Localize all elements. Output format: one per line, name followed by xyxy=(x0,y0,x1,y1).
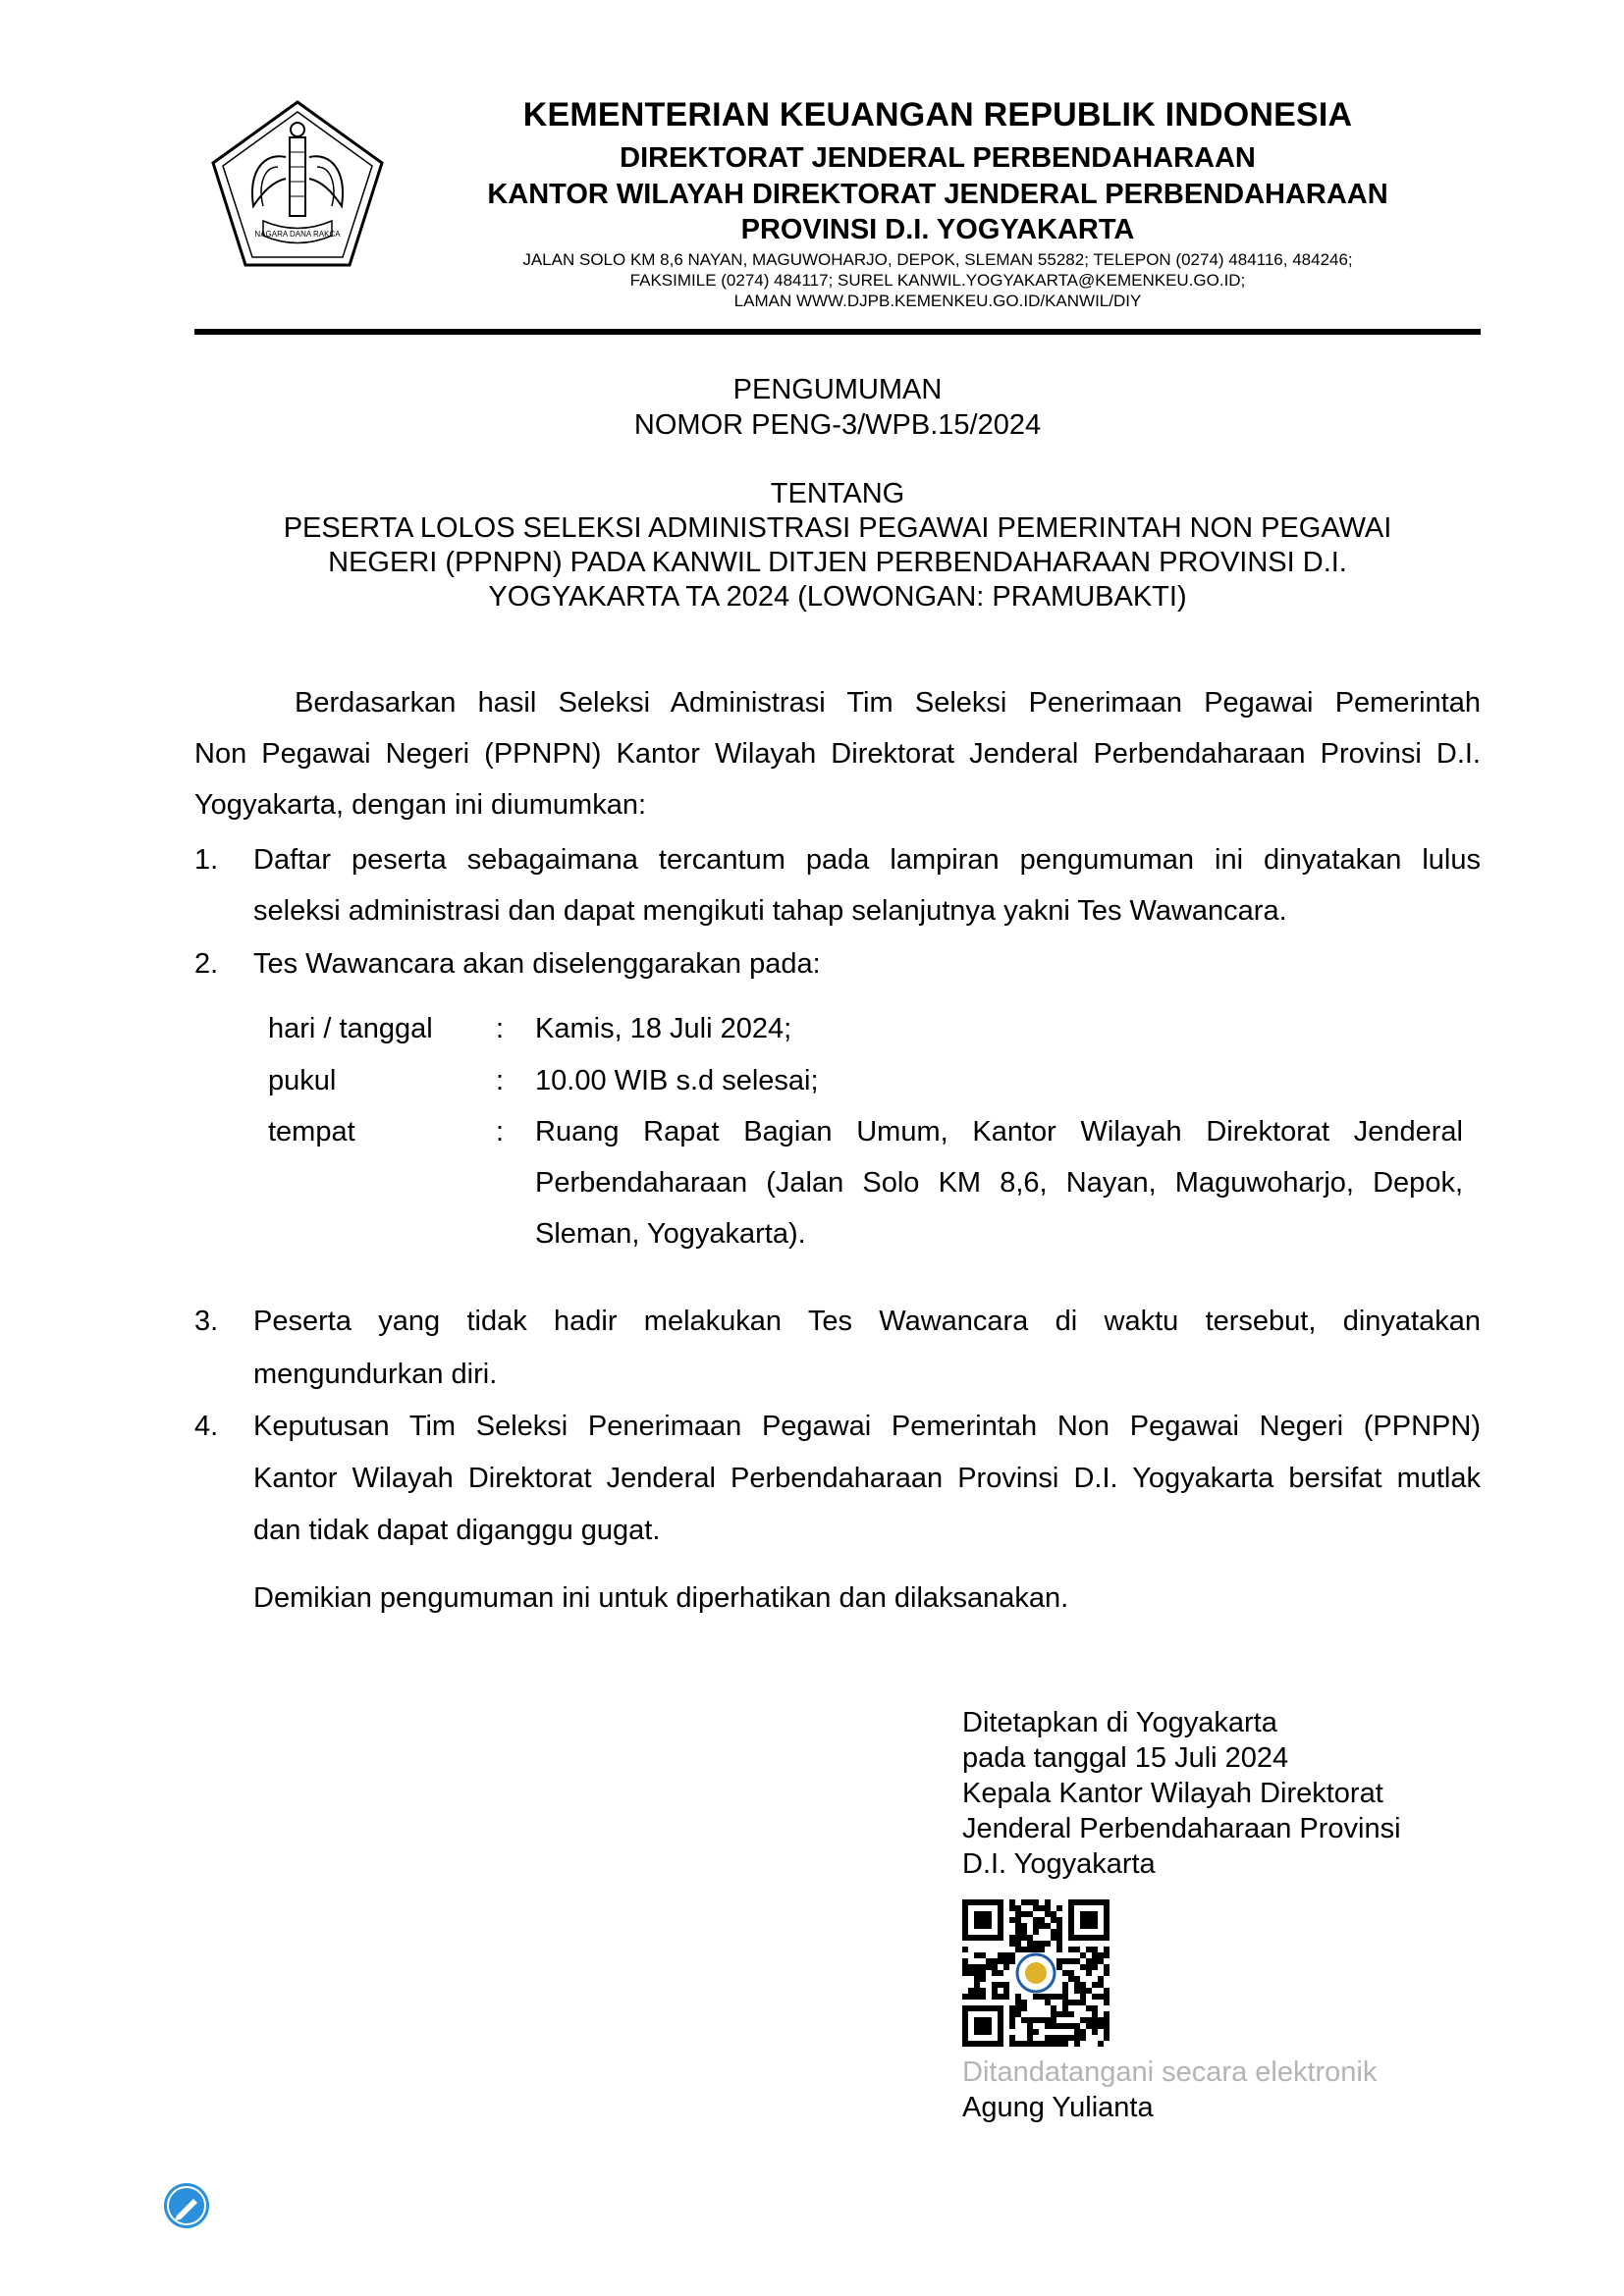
intro-paragraph-line: Berdasarkan hasil Seleksi Administrasi Tim Seleksi Penerimaan Pegawai Pemerintah xyxy=(295,687,1481,719)
list-number: 3. xyxy=(194,1306,219,1337)
subject-line: PESERTA LOLOS SELEKSI ADMINISTRASI PEGAWAI PEMERINTAH NON PEGAWAI xyxy=(283,512,1392,544)
list-item-line: Tes Wawancara akan diselenggarakan pada: xyxy=(253,948,821,980)
schedule-place-value: Perbendaharaan (Jalan Solo KM 8,6, Nayan, Maguwoharjo, Depok, xyxy=(535,1167,1463,1199)
subject-line: NEGERI (PPNPN) PADA KANWIL DITJEN PERBENDAHARAAN PROVINSI D.I. xyxy=(328,547,1347,578)
schedule-place-label: tempat xyxy=(268,1116,355,1148)
signer-name: Agung Yulianta xyxy=(962,2092,1154,2123)
schedule-time-label: pukul xyxy=(268,1065,337,1096)
qr-code xyxy=(962,1899,1110,2047)
schedule-date-label: hari / tanggal xyxy=(268,1013,433,1044)
schedule-place-value: Ruang Rapat Bagian Umum, Kantor Wilayah Direktorat Jenderal xyxy=(535,1116,1463,1148)
schedule-place-value: Sleman, Yogyakarta). xyxy=(535,1218,806,1250)
signature-date: pada tanggal 15 Juli 2024 xyxy=(962,1742,1289,1774)
list-item-line: dan tidak dapat diganggu gugat. xyxy=(253,1515,661,1546)
document-number: NOMOR PENG-3/WPB.15/2024 xyxy=(633,409,1042,441)
schedule-colon: : xyxy=(496,1116,505,1148)
directorate-name: DIREKTORAT JENDERAL PERBENDAHARAAN xyxy=(620,142,1256,174)
signature-place: Ditetapkan di Yogyakarta xyxy=(962,1707,1277,1738)
subject-label: TENTANG xyxy=(770,478,905,509)
list-item-line: Peserta yang tidak hadir melakukan Tes Wawancara di waktu tersebut, dinyatakan xyxy=(253,1306,1481,1337)
schedule-colon: : xyxy=(496,1013,505,1044)
list-item-line: seleksi administrasi dan dapat mengikuti tahap selanjutnya yakni Tes Wawancara. xyxy=(253,895,1287,927)
list-number: 4. xyxy=(194,1411,219,1442)
ministry-logo xyxy=(209,98,386,270)
office-name: KANTOR WILAYAH DIREKTORAT JENDERAL PERBENDAHARAAN xyxy=(487,179,1388,210)
ministry-name: KEMENTERIAN KEUANGAN REPUBLIK INDONESIA xyxy=(522,96,1353,133)
province-name: PROVINSI D.I. YOGYAKARTA xyxy=(740,214,1135,245)
website-line: LAMAN WWW.DJPB.KEMENKEU.GO.ID/KANWIL/DIY xyxy=(733,292,1142,310)
signer-title: D.I. Yogyakarta xyxy=(962,1848,1156,1880)
schedule-time-value: 10.00 WIB s.d selesai; xyxy=(535,1065,819,1096)
list-item-line: Kantor Wilayah Direktorat Jenderal Perbendaharaan Provinsi D.I. Yogyakarta bersifat mutlak xyxy=(253,1463,1481,1494)
signer-title: Kepala Kantor Wilayah Direktorat xyxy=(962,1778,1383,1809)
subject-line: YOGYAKARTA TA 2024 (LOWONGAN: PRAMUBAKTI) xyxy=(488,581,1187,613)
list-item-line: Daftar peserta sebagaimana tercantum pada lampiran pengumuman ini dinyatakan lulus xyxy=(253,844,1481,876)
list-number: 1. xyxy=(194,844,219,876)
intro-paragraph-line: Non Pegawai Negeri (PPNPN) Kantor Wilayah Direktorat Jenderal Perbendaharaan Provinsi D.I. xyxy=(194,738,1481,770)
address-line: JALAN SOLO KM 8,6 NAYAN, MAGUWOHARJO, DEPOK, SLEMAN 55282; TELEPON (0274) 484116, 484246; xyxy=(522,250,1353,269)
document-heading: PENGUMUMAN xyxy=(732,374,943,405)
schedule-colon: : xyxy=(496,1065,505,1096)
fax-email-line: FAKSIMILE (0274) 484117; SUREL KANWIL.YOGYAKARTA@KEMENKEU.GO.ID; xyxy=(629,271,1246,290)
electronic-signature-note: Ditandatangani secara elektronik xyxy=(962,2056,1378,2088)
closing-statement: Demikian pengumuman ini untuk diperhatikan dan dilaksanakan. xyxy=(253,1582,1069,1614)
schedule-date-value: Kamis, 18 Juli 2024; xyxy=(535,1013,792,1044)
list-number: 2. xyxy=(194,948,219,980)
signer-title: Jenderal Perbendaharaan Provinsi xyxy=(962,1813,1401,1844)
intro-paragraph-line: Yogyakarta, dengan ini diumumkan: xyxy=(194,789,647,821)
svg-text:NAGARA DANA RAKCA: NAGARA DANA RAKCA xyxy=(254,230,341,239)
letterhead-divider xyxy=(194,329,1481,335)
pen-badge-icon xyxy=(162,2181,211,2230)
list-item-line: Keputusan Tim Seleksi Penerimaan Pegawai Pemerintah Non Pegawai Negeri (PPNPN) xyxy=(253,1411,1481,1442)
list-item-line: mengundurkan diri. xyxy=(253,1359,498,1390)
